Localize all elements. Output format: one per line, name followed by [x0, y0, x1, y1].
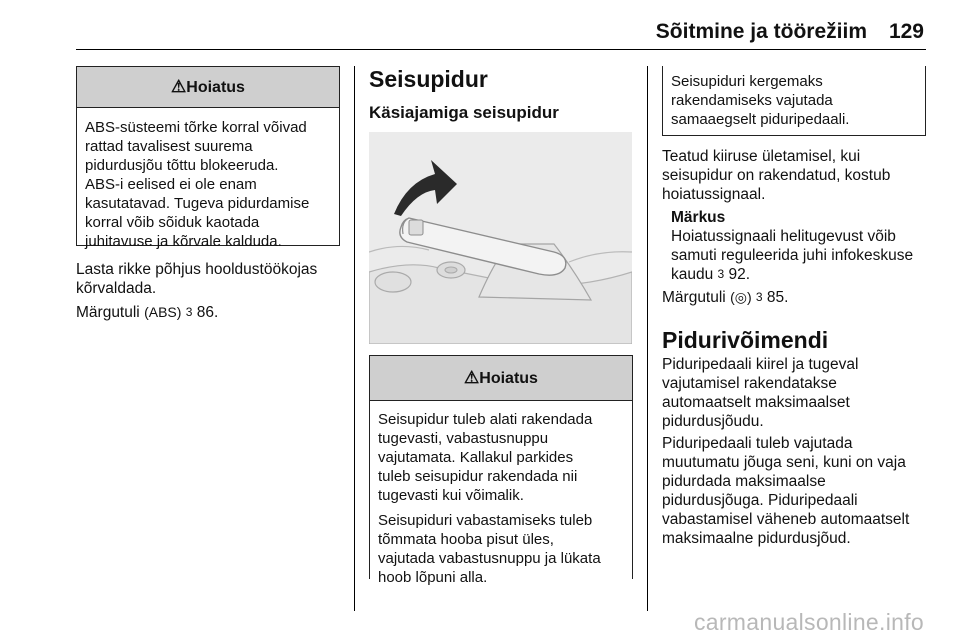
lamp-label: Märgutuli: [76, 304, 140, 321]
page-reference[interactable]: 92.: [728, 266, 751, 283]
page-reference[interactable]: 85.: [766, 289, 789, 306]
warning-line: tõmmata hooba pisut üles,: [378, 531, 554, 548]
tip-box: [662, 66, 926, 136]
text-line: Lasta rikke põhjus hooldustöökojas: [76, 261, 318, 278]
column-divider-right: [647, 66, 648, 611]
repair-paragraph: [76, 260, 317, 298]
page-reference-icon: 3: [717, 267, 725, 281]
warning-line: Seisupidur tuleb alati rakendada: [378, 411, 593, 428]
text-line: [671, 265, 913, 284]
page-reference[interactable]: 86.: [196, 304, 219, 321]
section-heading: Pidurivõimendi: [662, 327, 829, 353]
text-line: pidurdada maksimaalse: [662, 473, 826, 490]
brake-assist-paragraph-2: [662, 434, 909, 548]
text-line: Piduripedaali kiirel ja tugeval: [662, 356, 859, 373]
text-line: muutumatu jõuga seni, kuni on vaja: [662, 454, 906, 471]
tip-body: [663, 66, 925, 129]
abs-lamp-reference: [76, 303, 218, 322]
text-line: vajutamisel rakendatakse: [662, 375, 837, 392]
warning-line: hoob lõpuni alla.: [378, 569, 488, 586]
brake-assist-paragraph-1: [662, 355, 858, 431]
text-line: seisupidur on rakendatud, kostub: [662, 167, 891, 184]
page-number: 129: [888, 20, 924, 43]
warning-line: Seisupiduri vabastamiseks tuleb: [378, 512, 593, 529]
abs-lamp-icon: (ABS): [144, 304, 182, 320]
brake-lamp-reference: [662, 288, 788, 307]
warning-line: juhitavuse ja kõrvale kalduda.: [85, 233, 282, 250]
warning-line: ABS-süsteemi tõrke korral võivad: [85, 119, 307, 136]
text-line: vabastamisel väheneb automaatselt: [662, 511, 910, 528]
page-reference-icon: 3: [185, 305, 193, 319]
warning-line: tuleb seisupidur rakendada nii: [378, 468, 578, 485]
parking-brake-warning-box: [369, 355, 633, 586]
lamp-label: Märgutuli: [662, 289, 726, 306]
abs-warning-box: [76, 66, 340, 250]
text-line: pidurdusjõuga. Piduripedaali: [662, 492, 858, 509]
warning-title: Hoiatus: [479, 370, 538, 387]
warning-line: ABS-i eelised ei ole enam: [85, 176, 257, 193]
tip-line: rakendamiseks vajutada: [671, 92, 833, 109]
warning-body: [370, 401, 632, 587]
column-divider-left: [354, 66, 355, 611]
note-title: Märkus: [671, 209, 726, 226]
handbrake-illustration: [369, 132, 632, 344]
warning-line: korral võib sõiduk kaotada: [85, 214, 260, 231]
brake-lamp-icon: (◎): [730, 289, 752, 305]
text-fragment: kaudu: [671, 266, 714, 283]
warning-line: pidurdusjõu tõttu blokeeruda.: [85, 157, 279, 174]
text-line: Piduripedaali tuleb vajutada: [662, 435, 853, 452]
warning-line: kasutatavad. Tugeva pidurdamise: [85, 195, 310, 212]
text-line: automaatselt maksimaalset: [662, 394, 850, 411]
warning-line: rattad tavalisest suurema: [85, 138, 253, 155]
warning-line: tugevasti kui võimalik.: [378, 487, 524, 504]
warning-header: [370, 356, 632, 401]
warning-triangle-icon: ⚠: [171, 77, 187, 96]
watermark: carmanualsonline.info: [693, 609, 924, 635]
warning-header: [77, 67, 339, 108]
tip-line: Seisupiduri kergemaks: [671, 73, 823, 90]
text-line: hoiatussignaal.: [662, 186, 766, 203]
warning-body: [77, 108, 339, 251]
text-line: kõrvaldada.: [76, 280, 157, 297]
warning-triangle-icon: ⚠: [464, 368, 480, 387]
text-line: Teatud kiiruse ületamisel, kui: [662, 148, 861, 165]
note-block: [671, 208, 913, 284]
warning-title: Hoiatus: [186, 79, 245, 96]
text-line: samuti reguleerida juhi infokeskuse: [671, 247, 914, 264]
tip-line: samaaegselt piduripedaali.: [671, 111, 850, 128]
text-line: Hoiatussignaali helitugevust võib: [671, 228, 896, 245]
warning-line: vajutada vabastusnuppu ja lükata: [378, 550, 601, 567]
warning-line: vajutamata. Kallakul parkides: [378, 449, 574, 466]
section-heading: Seisupidur: [369, 66, 488, 92]
warning-chime-paragraph: [662, 147, 890, 204]
text-line: maksimaalne pidurdusjõud.: [662, 530, 851, 547]
header-rule: [76, 49, 926, 50]
warning-line: tugevasti, vabastusnuppu: [378, 430, 549, 447]
page-reference-icon: 3: [755, 290, 763, 304]
subsection-heading: Käsiajamiga seisupidur: [369, 103, 559, 122]
text-line: pidurdusjõudu.: [662, 413, 764, 430]
page-header-title: Sõitmine ja töörežiim: [655, 20, 867, 43]
